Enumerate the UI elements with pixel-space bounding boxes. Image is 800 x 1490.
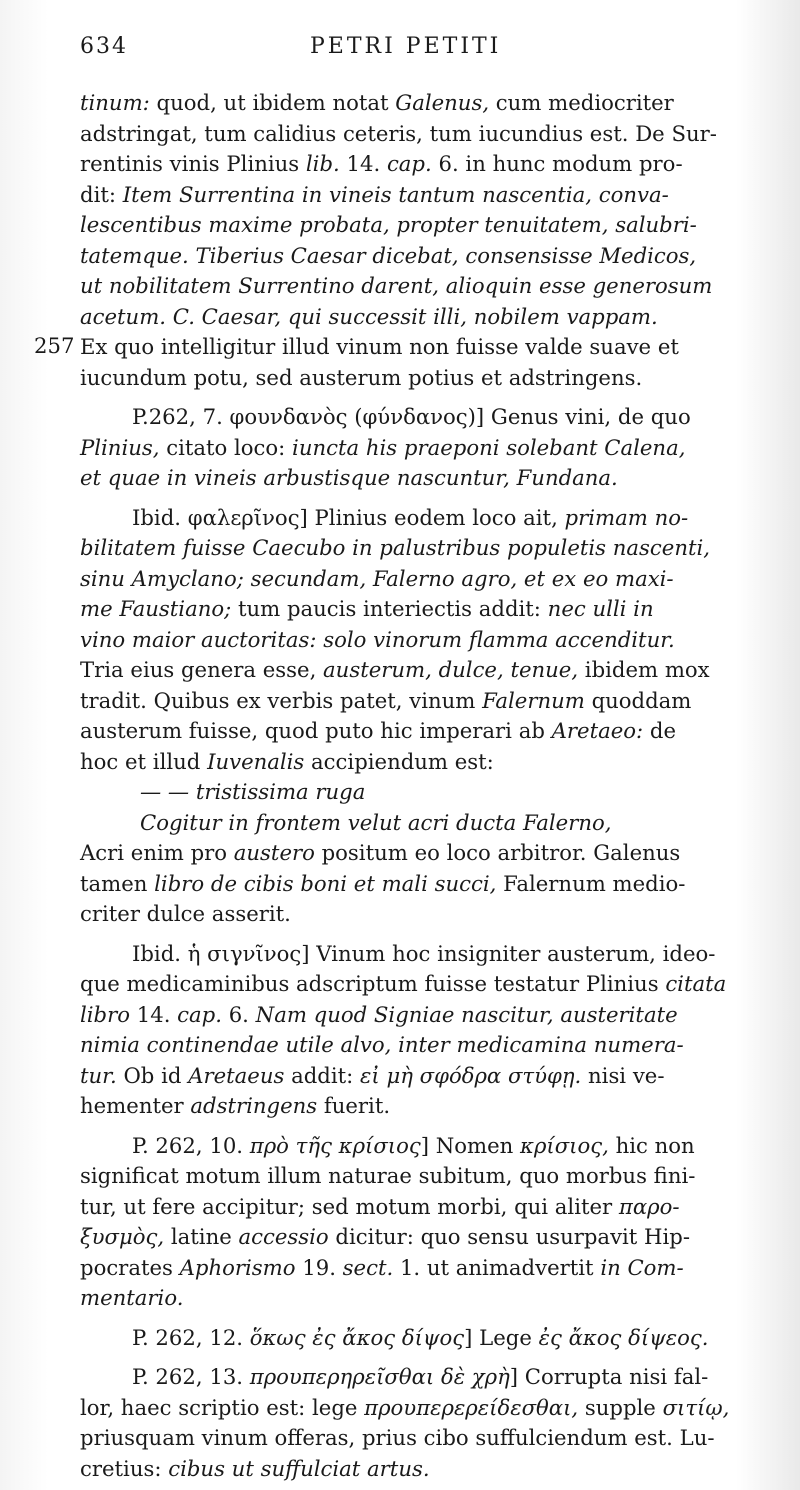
italic-segment: primam no- bbox=[564, 504, 689, 530]
roman-segment: citato loco: bbox=[159, 434, 293, 460]
italic-segment: mentario. bbox=[80, 1285, 184, 1310]
text-line bbox=[80, 210, 760, 241]
italic-segment: nec ulli in bbox=[547, 596, 654, 621]
roman-segment: tamen bbox=[80, 870, 155, 896]
text-line bbox=[80, 1131, 760, 1162]
roman-segment: 6. in hunc modum pro- bbox=[431, 151, 683, 176]
text-line bbox=[80, 503, 760, 534]
italic-segment: Item Surrentina in vineis tantum nascentia, conva- bbox=[122, 181, 669, 207]
italic-segment: sect. bbox=[342, 1254, 394, 1280]
text-line bbox=[80, 899, 760, 930]
roman-segment: significat motum illum naturae subitum, quo morbus fini- bbox=[80, 1163, 696, 1188]
roman-segment: Acri enim pro bbox=[80, 840, 234, 865]
italic-segment: austerum, dulce, tenue, bbox=[323, 657, 579, 682]
italic-segment: Nam quod Signiae nascitur, austeritate bbox=[255, 1001, 678, 1027]
roman-segment: rentinis vinis Plinius bbox=[80, 151, 306, 176]
italic-segment: cap. bbox=[386, 151, 432, 176]
text-line bbox=[80, 1423, 760, 1454]
italic-segment: ἐς ἄκος δίψεος. bbox=[538, 1324, 709, 1350]
roman-segment: P. 262, 10. bbox=[132, 1132, 250, 1158]
roman-segment: P.262, 7. φουνδανὸς (φύνδανος)] Genus vini, de quo bbox=[132, 404, 691, 429]
paragraph-gap bbox=[80, 1353, 760, 1362]
italic-segment: acetum. C. Caesar, qui successit illi, nobilem vappam. bbox=[80, 303, 658, 329]
roman-segment: quod, ut ibidem notat bbox=[149, 90, 396, 115]
text-line bbox=[80, 271, 760, 302]
roman-segment: positum eo loco arbitror. Galenus bbox=[314, 840, 681, 865]
roman-segment: P. 262, 12. bbox=[132, 1324, 250, 1350]
page-header bbox=[80, 34, 770, 64]
roman-segment: dit: bbox=[80, 181, 123, 207]
text-line bbox=[80, 1222, 760, 1253]
text-line bbox=[80, 88, 760, 119]
roman-segment: austerum fuisse, quod puto hic imperari ab bbox=[80, 718, 552, 743]
text-line bbox=[80, 149, 760, 180]
roman-segment: 19. bbox=[295, 1254, 343, 1280]
roman-segment: addit: bbox=[284, 1062, 361, 1088]
italic-segment: εἰ μὴ σφόδρα στύφῃ. bbox=[360, 1062, 582, 1088]
paragraph-gap bbox=[80, 393, 760, 402]
text-line bbox=[80, 869, 760, 900]
text-line bbox=[80, 1030, 760, 1061]
page-number: 634 bbox=[80, 34, 128, 59]
text-line bbox=[80, 332, 760, 363]
roman-segment: Ex quo intelligitur illud vinum non fuisse valde suave et bbox=[80, 334, 679, 359]
text-line bbox=[80, 716, 760, 747]
roman-segment: latine bbox=[164, 1224, 239, 1249]
italic-segment: lib. bbox=[305, 151, 340, 176]
roman-segment: Ibid. ἡ σιγνῖνος] Vinum hoc insigniter austerum, ideo- bbox=[132, 940, 716, 966]
text-line bbox=[80, 564, 760, 595]
text-line bbox=[80, 1192, 760, 1223]
italic-segment: sinu Amyclano; secundam, Falerno agro, et ex eo maxi- bbox=[80, 565, 674, 591]
roman-segment: dicitur: quo sensu usurpavit Hip- bbox=[328, 1224, 691, 1249]
text-line bbox=[80, 747, 760, 778]
roman-segment: Ob id bbox=[116, 1062, 189, 1088]
text-line bbox=[80, 1061, 760, 1092]
italic-segment: adstringens bbox=[190, 1093, 318, 1118]
body-text bbox=[80, 88, 760, 1484]
text-line bbox=[80, 838, 760, 869]
roman-segment: Falernum medio- bbox=[496, 870, 686, 896]
text-line bbox=[80, 655, 760, 686]
text-line bbox=[80, 1393, 760, 1424]
text-line bbox=[80, 402, 760, 433]
italic-segment: bilitatem fuisse Caecubo in palustribus populetis nascenti, bbox=[80, 535, 710, 560]
text-line bbox=[80, 777, 760, 808]
italic-segment: in Com- bbox=[600, 1254, 684, 1280]
roman-segment: priusquam vinum offeras, prius cibo suffulciendum est. Lu- bbox=[80, 1425, 715, 1450]
italic-segment: Aretaeo: bbox=[551, 718, 644, 743]
italic-segment: Galenus, bbox=[395, 90, 490, 115]
italic-segment: σιτίῳ, bbox=[662, 1394, 730, 1420]
italic-segment: Iuvenalis bbox=[207, 748, 305, 774]
roman-segment: Tria eius genera esse, bbox=[80, 657, 324, 682]
italic-segment: accessio bbox=[238, 1224, 329, 1249]
roman-segment: 6. bbox=[221, 1001, 256, 1027]
roman-segment: iucundum potu, sed austerum potius et adstringens. bbox=[80, 364, 643, 390]
italic-segment: παρο- bbox=[618, 1193, 680, 1219]
text-line bbox=[80, 1362, 760, 1393]
roman-segment: quoddam bbox=[584, 687, 692, 713]
italic-segment: citata bbox=[665, 971, 727, 996]
text-line bbox=[80, 119, 760, 150]
italic-segment: Plinius, bbox=[80, 434, 160, 460]
paragraph-gap bbox=[80, 930, 760, 939]
italic-segment: nimia continendae utile alvo, inter medicamina numera- bbox=[80, 1032, 684, 1057]
roman-segment: Ibid. φαλερῖνος] Plinius eodem loco ait, bbox=[132, 504, 565, 530]
italic-segment: tatemque. Tiberius Caesar dicebat, consensisse Medicos, bbox=[80, 242, 697, 268]
paragraph-gap bbox=[80, 1122, 760, 1131]
roman-segment: hoc et illud bbox=[80, 748, 208, 774]
text-line bbox=[80, 363, 760, 394]
text-line bbox=[80, 463, 760, 494]
italic-segment: Aphorismo bbox=[179, 1254, 296, 1280]
paragraph-gap bbox=[80, 1314, 760, 1323]
text-line bbox=[80, 433, 760, 464]
text-line bbox=[80, 939, 760, 970]
text-line bbox=[80, 302, 760, 333]
text-line bbox=[80, 686, 760, 717]
roman-segment: fuerit. bbox=[317, 1093, 391, 1118]
italic-segment: libro de cibis boni et mali succi, bbox=[154, 870, 497, 896]
roman-segment: 14. bbox=[130, 1001, 178, 1027]
text-line bbox=[80, 1161, 760, 1192]
roman-segment: nisi ve- bbox=[581, 1062, 665, 1088]
italic-segment: προυπερηρεῖσθαι δὲ χρὴ bbox=[249, 1364, 510, 1389]
text-line bbox=[80, 1253, 760, 1284]
roman-segment: de bbox=[643, 718, 677, 743]
italic-segment: Aretaeus bbox=[188, 1062, 285, 1088]
paragraph-gap bbox=[80, 494, 760, 503]
text-line bbox=[80, 1283, 760, 1314]
italic-segment: tinum: bbox=[80, 90, 150, 115]
italic-segment: πρὸ τῆς κρίσιος bbox=[249, 1132, 421, 1158]
roman-segment: tradit. Quibus ex verbis patet, vinum bbox=[80, 687, 483, 713]
roman-segment: supple bbox=[578, 1394, 663, 1420]
text-line bbox=[80, 625, 760, 656]
roman-segment: ibidem mox bbox=[578, 657, 710, 682]
text-line bbox=[80, 241, 760, 272]
roman-segment: ] Corrupta nisi fal- bbox=[509, 1364, 709, 1389]
italic-segment: κρίσιος, bbox=[520, 1132, 609, 1158]
text-line bbox=[80, 594, 760, 625]
text-line bbox=[80, 808, 760, 839]
roman-segment: 1. ut animadvertit bbox=[393, 1254, 601, 1280]
italic-segment: προυπερερείδεσθαι, bbox=[364, 1394, 579, 1420]
roman-segment: hic non bbox=[608, 1132, 695, 1158]
text-line bbox=[80, 1454, 760, 1485]
text-line bbox=[80, 969, 760, 1000]
roman-segment: criter dulce asserit. bbox=[80, 901, 291, 926]
roman-segment: ] Nomen bbox=[420, 1132, 521, 1158]
italic-segment: iuncta his praeponi solebant Calena, bbox=[292, 434, 686, 460]
roman-segment: adstringat, tum calidius ceteris, tum iucundius est. De Sur- bbox=[80, 120, 717, 146]
roman-segment: 14. bbox=[339, 151, 387, 176]
roman-segment: tum paucis interiectis addit: bbox=[231, 596, 548, 621]
roman-segment: lor, haec scriptio est: lege bbox=[80, 1394, 365, 1420]
italic-segment: tur. bbox=[80, 1062, 117, 1088]
roman-segment: P. 262, 13. bbox=[132, 1364, 250, 1389]
roman-segment: ] Lege bbox=[464, 1324, 539, 1350]
text-line bbox=[80, 1091, 760, 1122]
italic-segment: cibus ut suffulciat artus. bbox=[168, 1455, 430, 1481]
italic-segment: Cogitur in frontem velut acri ducta Falerno, bbox=[140, 809, 612, 835]
margin-line-number: 257 bbox=[34, 333, 75, 358]
roman-segment: cum mediocriter bbox=[489, 90, 674, 115]
roman-segment: accipiendum est: bbox=[304, 748, 494, 774]
roman-segment: hementer bbox=[80, 1093, 191, 1118]
italic-segment: ὅκως ἐς ἄκος δίψος bbox=[249, 1324, 465, 1350]
italic-segment: — — tristissima ruga bbox=[140, 779, 366, 804]
italic-segment: austero bbox=[233, 840, 315, 865]
italic-segment: vino maior auctoritas: solo vinorum flamma accenditur. bbox=[80, 626, 675, 652]
roman-segment: tur, ut fere accipitur; sed motum morbi, qui aliter bbox=[80, 1193, 619, 1219]
roman-segment: pocrates bbox=[80, 1254, 180, 1280]
text-line bbox=[80, 533, 760, 564]
italic-segment: cap. bbox=[177, 1001, 222, 1027]
italic-segment: ut nobilitatem Surrentino darent, alioquin esse generosum bbox=[80, 273, 713, 298]
italic-segment: ξυσμὸς, bbox=[80, 1224, 165, 1249]
italic-segment: me Faustiano; bbox=[80, 596, 232, 621]
italic-segment: et quae in vineis arbustisque nascuntur, Fundana. bbox=[80, 465, 618, 490]
italic-segment: libro bbox=[80, 1001, 130, 1027]
running-head: PETRI PETITI bbox=[310, 34, 502, 59]
roman-segment: cretius: bbox=[80, 1455, 169, 1481]
roman-segment: que medicaminibus adscriptum fuisse testatur Plinius bbox=[80, 971, 666, 996]
text-line bbox=[80, 180, 760, 211]
italic-segment: Falernum bbox=[482, 687, 585, 713]
text-line bbox=[80, 1000, 760, 1031]
text-line bbox=[80, 1323, 760, 1354]
italic-segment: lescentibus maxime probata, propter tenuitatem, salubri- bbox=[80, 212, 697, 237]
